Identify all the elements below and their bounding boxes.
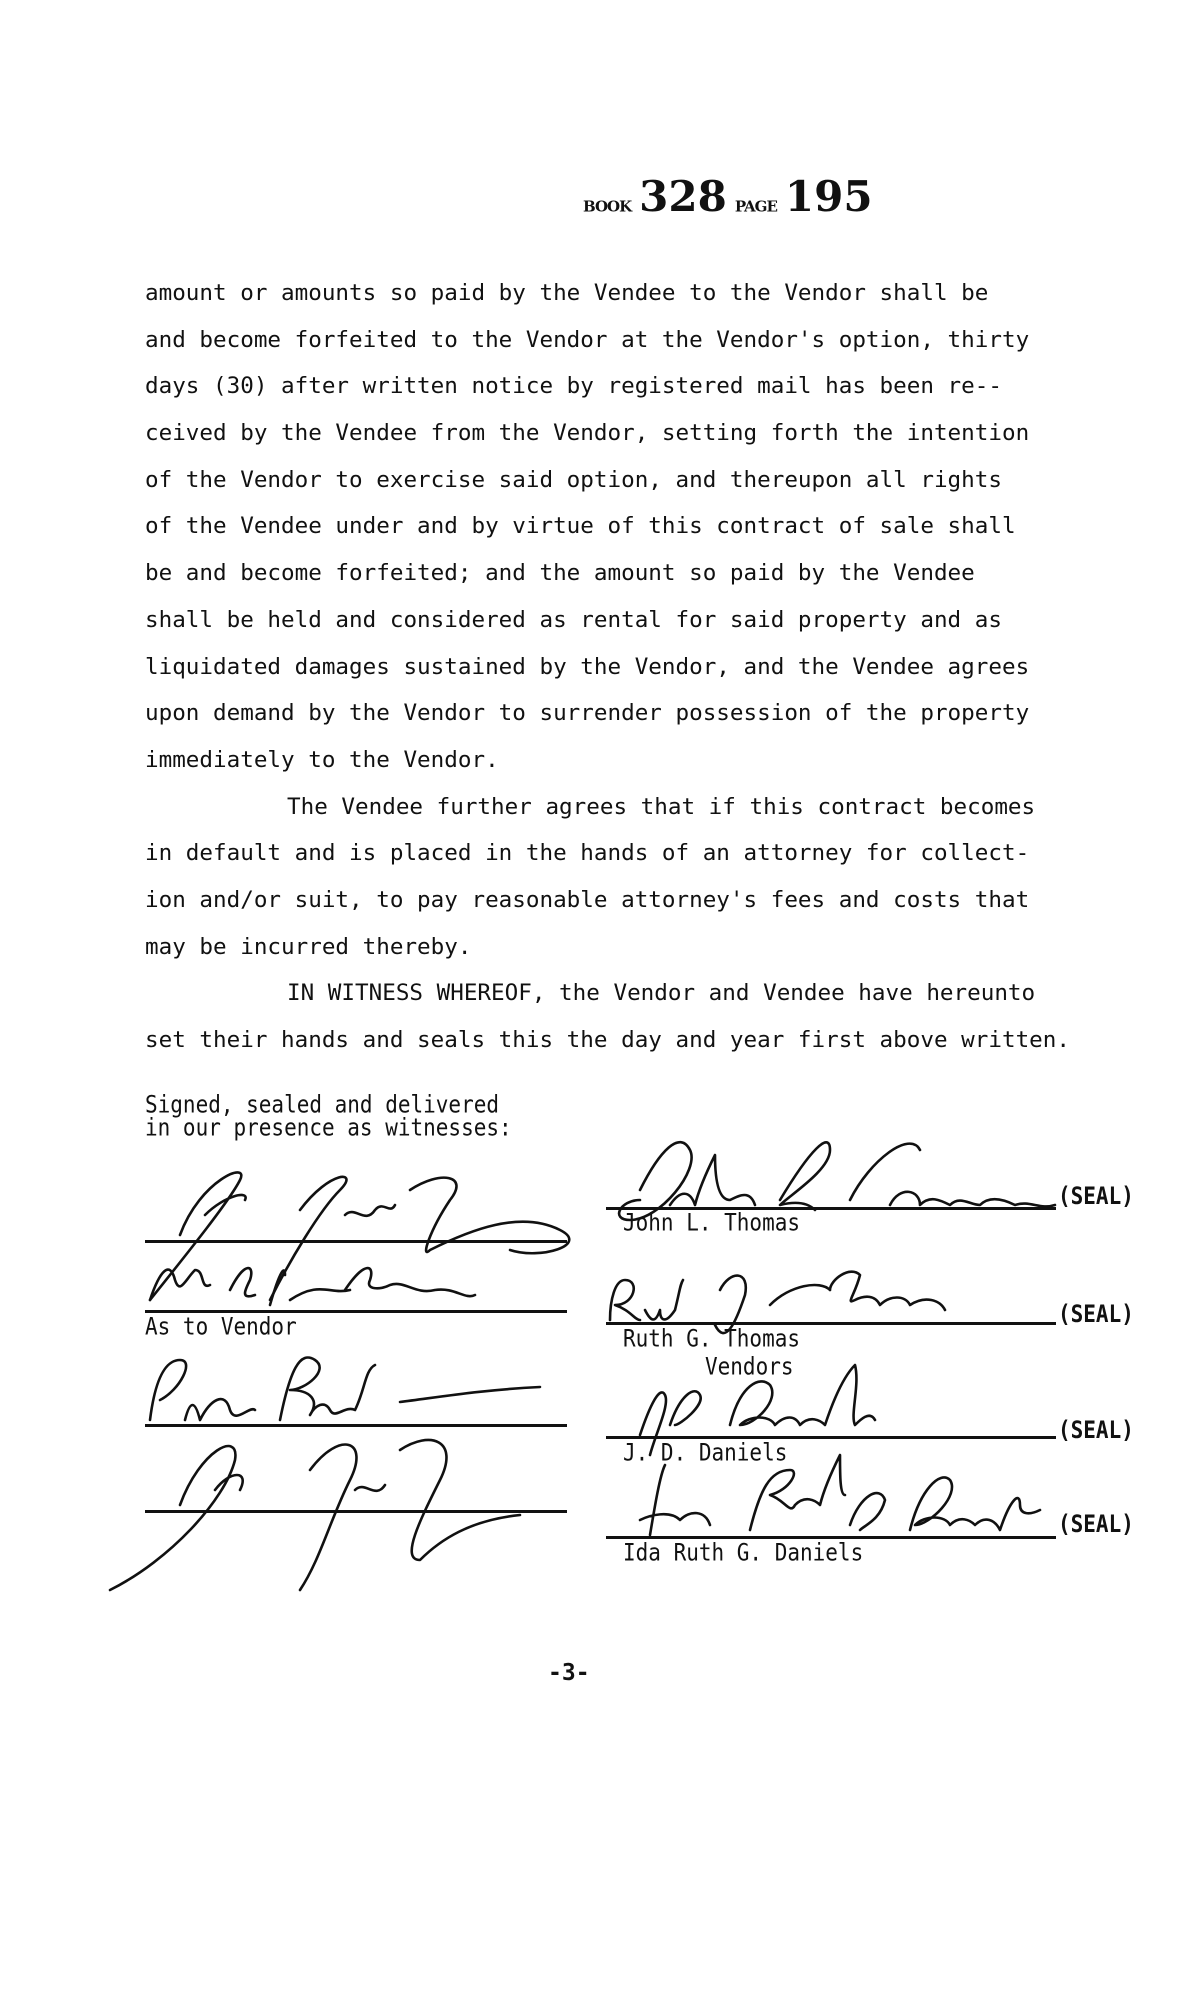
signature-ida-ruth-g-daniels [640, 1455, 1040, 1535]
text-line: ion and/or suit, to pay reasonable attorney's fees and costs that [145, 886, 1030, 913]
text-line: may be incurred thereby. [145, 933, 472, 960]
signer-name: John L. Thomas [623, 1208, 801, 1237]
text-line: IN WITNESS WHEREOF, the Vendor and Vendee have hereunto [287, 980, 1036, 1007]
as-to-vendor-label: As to Vendor [145, 1312, 297, 1341]
seal-label: (SEAL) [1058, 1416, 1134, 1444]
signature-witness-2 [150, 1268, 475, 1305]
page-label: PAGE [734, 197, 777, 216]
text-line: ceived by the Vendee from the Vendor, setting forth the intention [145, 420, 1030, 447]
text-line: in default and is placed in the hands of an attorney for collect- [145, 840, 1030, 867]
contract-text [145, 270, 1145, 1064]
text-line: days (30) after written notice by registered mail has been re-- [145, 373, 1002, 400]
text-line: and become forfeited to the Vendor at the Vendor's option, thirty [145, 326, 1030, 353]
witness-signature-line [145, 1240, 567, 1243]
witness-caption-1: Signed, sealed and delivered [145, 1090, 500, 1119]
page-footer-number: -3- [548, 1660, 590, 1686]
text-line: upon demand by the Vendor to surrender possession of the property [145, 700, 1030, 727]
signature-witness-4 [110, 1440, 520, 1590]
text-line: of the Vendor to exercise said option, and thereupon all rights [145, 466, 1002, 493]
witness-signature-line [145, 1424, 567, 1427]
book-page-stamp [583, 172, 881, 221]
seal-label: (SEAL) [1058, 1510, 1134, 1538]
signature-witness-3 [150, 1358, 540, 1421]
witness-signature-line [145, 1510, 567, 1513]
seal-label: (SEAL) [1058, 1182, 1134, 1210]
seal-label: (SEAL) [1058, 1300, 1134, 1328]
text-line: shall be held and considered as rental for said property and as [145, 606, 1002, 633]
text-line: be and become forfeited; and the amount so paid by the Vendee [145, 560, 975, 587]
witness-caption-2: in our presence as witnesses: [145, 1113, 512, 1142]
signer-name: J. D. Daniels [623, 1438, 788, 1467]
text-line: amount or amounts so paid by the Vendee to the Vendor shall be [145, 280, 989, 306]
signer-name: Ruth G. Thomas [623, 1324, 801, 1353]
text-line: immediately to the Vendor. [145, 746, 499, 773]
text-line: The Vendee further agrees that if this contract becomes [287, 793, 1036, 820]
signer-name: Ida Ruth G. Daniels [623, 1538, 864, 1567]
signature-witness-1 [150, 1172, 569, 1300]
text-line: liquidated damages sustained by the Vendor, and the Vendee agrees [145, 653, 1030, 680]
book-label: BOOK [583, 197, 632, 216]
text-line: set their hands and seals this the day and year first above written. [145, 1027, 1070, 1053]
book-number: 328 [639, 172, 727, 221]
vendors-label: Vendors [705, 1352, 794, 1381]
text-line: of the Vendee under and by virtue of this contract of sale shall [145, 513, 1016, 540]
page-number: 195 [784, 172, 873, 221]
